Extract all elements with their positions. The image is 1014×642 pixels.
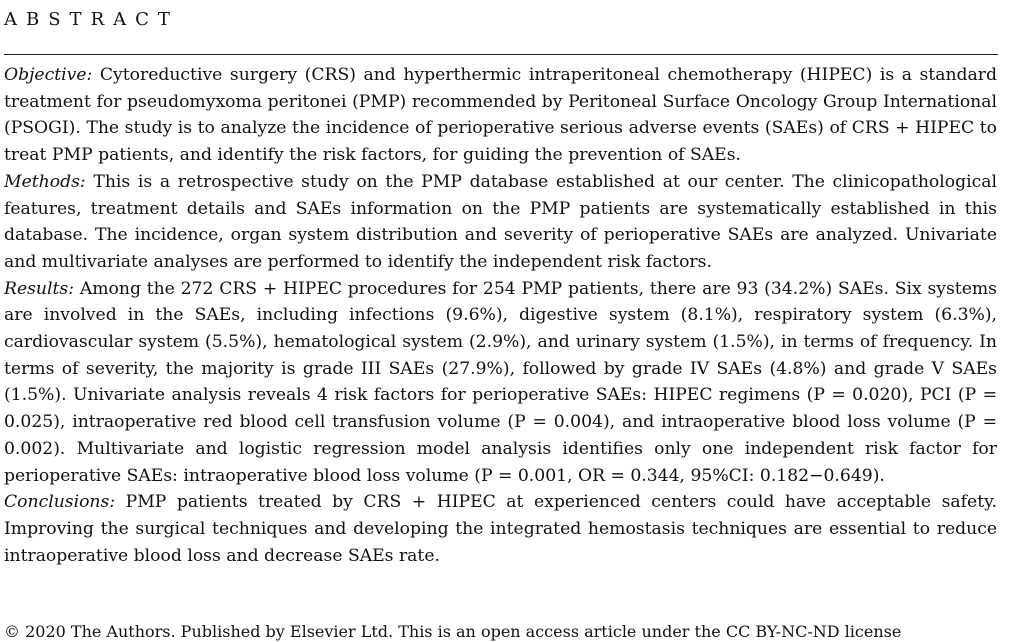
conclusions-paragraph (4, 489, 997, 569)
objective-text: Cytoreductive surgery (CRS) and hyperthermic intraperitoneal chemotherapy (HIPEC) is a standard treatment for pseudomyxoma peritonei (PMP) recommended by Peritoneal Surface Oncology Group International (PSOGI). The study is to analyze the incidence of perioperative serious adverse events (SAEs) of CRS + HIPEC to treat PMP patients, and identify the risk factors, for guiding the prevention of SAEs. (4, 65, 997, 166)
methods-paragraph (4, 169, 997, 276)
abstract-heading: ABSTRACT (4, 9, 179, 30)
conclusions-text: PMP patients treated by CRS + HIPEC at experienced centers could have acceptable safety. Improving the surgical techniques and developing the integrated hemostasis techniques are essential to reduce intraoperative blood loss and decrease SAEs rate. (4, 492, 997, 566)
results-text: Among the 272 CRS + HIPEC procedures for 254 PMP patients, there are 93 (34.2%) SAEs. Six systems are involved in the SAEs, including infections (9.6%), digestive system (8.1%), respiratory system (6.3%), cardiovascular system (5.5%), hematological system (2.9%), and urinary system (1.5%), in terms of frequency. In terms of severity, the majority is grade III SAEs (27.9%), followed by grade IV SAEs (4.8%) and grade V SAEs (1.5%). Univariate analysis reveals 4 risk factors for perioperative SAEs: HIPEC regimens (P = 0.020), PCI (P = 0.025), intraoperative red blood cell transfusion volume (P = 0.004), and intraoperative blood loss volume (P = 0.002). Multivariate and logistic regression model analysis identifies only one independent risk factor for perioperative SAEs: intraoperative blood loss volume (P = 0.001, OR = 0.344, 95%CI: 0.182−0.649). (4, 278, 997, 486)
results-paragraph (4, 276, 997, 490)
objective-paragraph (4, 62, 997, 169)
objective-label: Objective: (4, 65, 93, 85)
methods-label: Methods: (4, 171, 86, 192)
abstract-body (4, 62, 997, 569)
results-label: Results: (4, 278, 75, 299)
copyright-notice: © 2020 The Authors. Published by Elsevier Ltd. This is an open access article under the CC BY-NC-ND license (4, 622, 902, 641)
methods-text: This is a retrospective study on the PMP database established at our center. The clinicopathological features, treatment details and SAEs information on the PMP patients are systematically established in this database. The incidence, organ system distribution and severity of perioperative SAEs are analyzed. Univariate and multivariate analyses are performed to identify the independent risk factors. (4, 171, 997, 272)
conclusions-label: Conclusions: (4, 492, 116, 513)
section-divider (4, 54, 998, 55)
